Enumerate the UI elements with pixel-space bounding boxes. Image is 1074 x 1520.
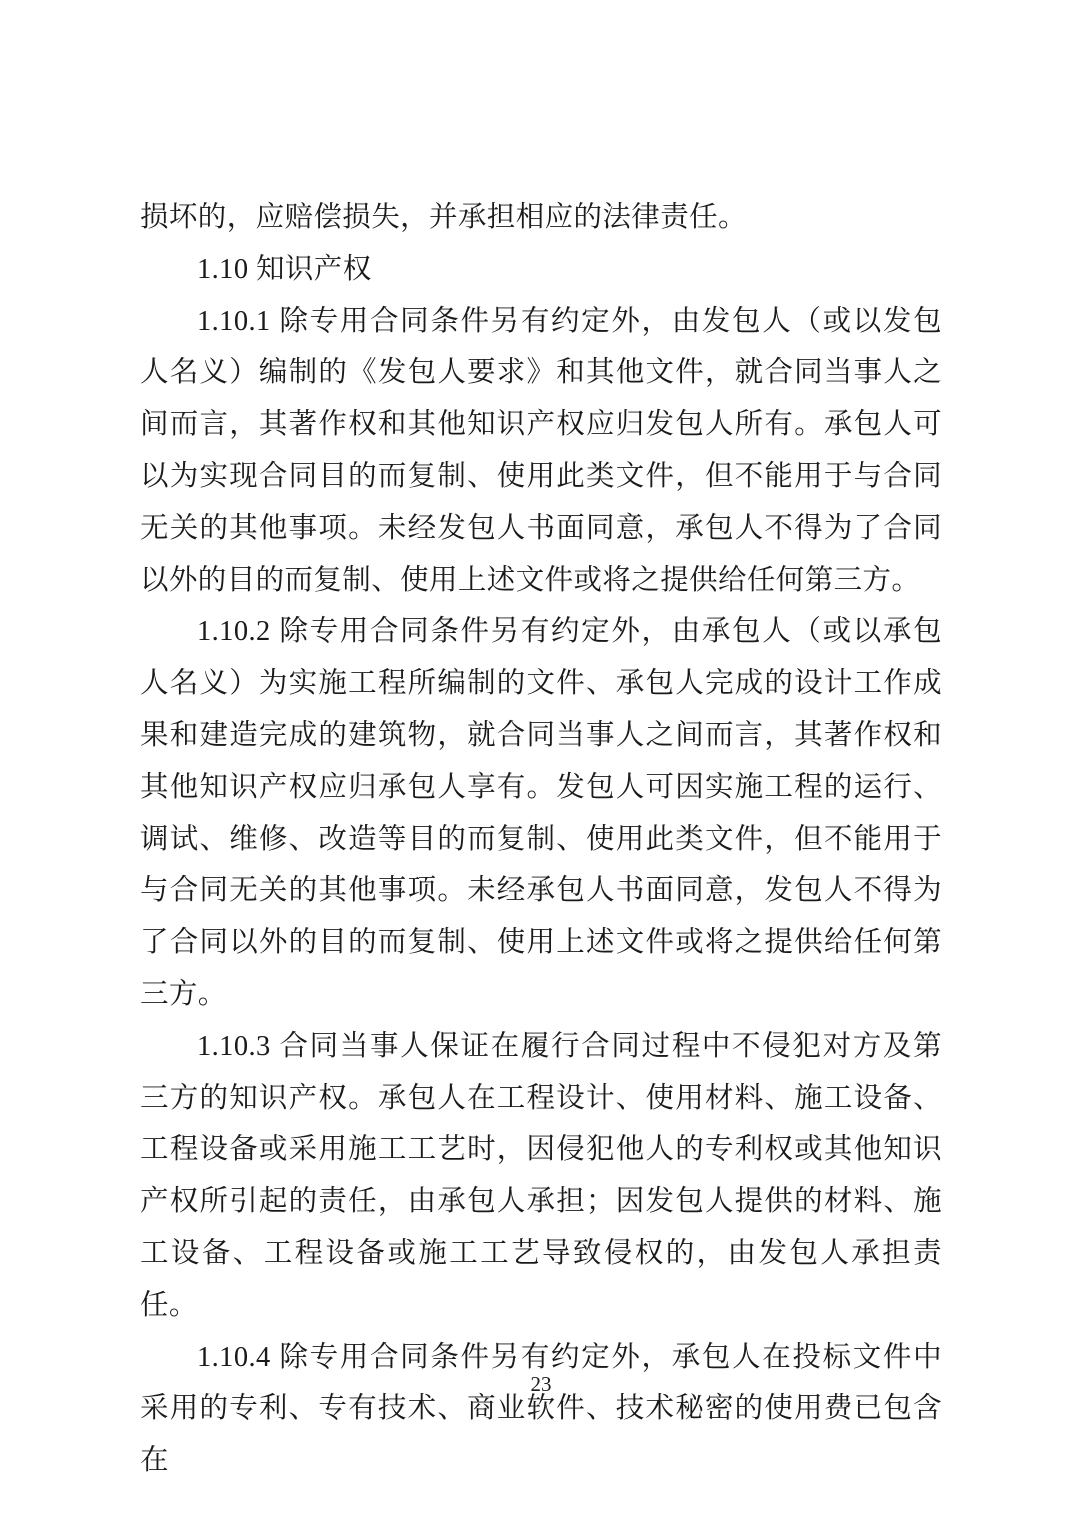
document-content xyxy=(140,192,942,1487)
paragraph-1-10-3: 1.10.3 合同当事人保证在履行合同过程中不侵犯对方及第三方的知识产权。承包人在工程设计、使用材料、施工设备、工程设备或采用施工工艺时，因侵犯他人的专利权或其他知识产权所引起的责任，由承包人承担；因发包人提供的材料、施工设备、工程设备或施工工艺导致侵权的，由发包人承担责任。 xyxy=(140,1030,942,1321)
paragraph-1-10-2: 1.10.2 除专用合同条件另有约定外，由承包人（或以承包人名义）为实施工程所编制的文件、承包人完成的设计工作成果和建造完成的建筑物，就合同当事人之间而言，其著作权和其他知识产权应归承包人享有。发包人可因实施工程的运行、调试、维修、改造等目的而复制、使用此类文件，但不能用于与合同无关的其他事项。未经承包人书面同意，发包人不得为了合同以外的目的而复制、使用上述文件或将之提供给任何第三方。 xyxy=(140,616,942,1010)
paragraph-1-10-1: 1.10.1 除专用合同条件另有约定外，由发包人（或以发包人名义）编制的《发包人要求》和其他文件，就合同当事人之间而言，其著作权和其他知识产权应归发包人所有。承包人可以为实现合同目的而复制、使用此类文件，但不能用于与合同无关的其他事项。未经发包人书面同意，承包人不得为了合同以外的目的而复制、使用上述文件或将之提供给任何第三方。 xyxy=(140,305,942,596)
paragraph-1-10-4: 1.10.4 除专用合同条件另有约定外，承包人在投标文件中采用的专利、专有技术、商业软件、技术秘密的使用费已包含在 xyxy=(140,1341,942,1477)
section-heading-1-10: 1.10 知识产权 xyxy=(197,253,372,285)
page-number: 23 xyxy=(530,1372,552,1396)
continuation-paragraph: 损坏的，应赔偿损失，并承担相应的法律责任。 xyxy=(140,202,747,233)
